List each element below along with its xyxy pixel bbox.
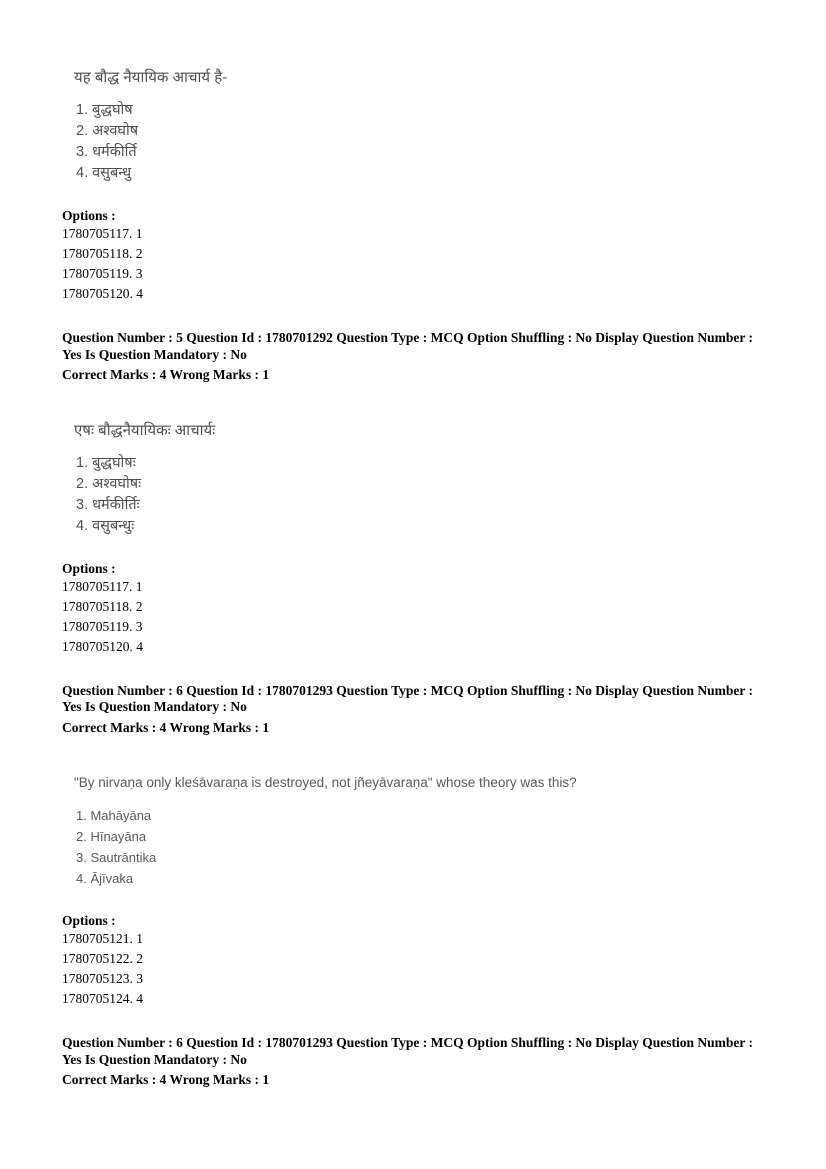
- marks-line: Correct Marks : 4 Wrong Marks : 1: [62, 1072, 270, 1087]
- option-id: 1780705119. 3: [62, 266, 143, 281]
- question-text: एषः बौद्धनैयायिकः आचार्यः: [74, 421, 216, 439]
- choice-item: 4. Ājīvaka: [76, 871, 134, 886]
- choice-item: 4. वसुबन्धुः: [76, 517, 135, 534]
- option-id: 1780705123. 3: [62, 971, 143, 986]
- choice-list: [74, 100, 768, 184]
- choice-item: 2. Hīnayāna: [76, 829, 147, 844]
- choice-item: 3. Sautrāntika: [76, 850, 157, 865]
- question-screenshot: [74, 421, 768, 537]
- option-id: 1780705118. 2: [62, 598, 143, 614]
- question-block-q5-hindi: [62, 68, 768, 384]
- options-label: Options :: [62, 560, 116, 576]
- choice-list: [74, 453, 768, 537]
- option-id-list: [62, 577, 768, 657]
- choice-item: 2. अश्वघोष: [76, 123, 139, 139]
- option-id: 1780705119. 3: [62, 618, 143, 634]
- option-id: 1780705120. 4: [62, 286, 143, 301]
- options-label: Options :: [62, 913, 116, 928]
- question-block-q6-english: [62, 773, 768, 1089]
- options-label: Options :: [62, 208, 116, 223]
- choice-item: 1. बुद्धघोषः: [76, 454, 136, 471]
- choice-list: [74, 805, 768, 889]
- choice-item: 1. बुद्धघोष: [76, 102, 133, 118]
- question-text: यह बौद्ध नैयायिक आचार्य है-: [74, 69, 228, 86]
- choice-item: 2. अश्वघोषः: [76, 475, 142, 492]
- marks-line: Correct Marks : 4 Wrong Marks : 1: [62, 367, 270, 382]
- question-screenshot: [74, 773, 768, 889]
- option-id: 1780705118. 2: [62, 246, 143, 261]
- option-id-list: [62, 929, 768, 1009]
- option-id: 1780705117. 1: [62, 226, 143, 241]
- option-id: 1780705122. 2: [62, 951, 143, 966]
- question-meta: Question Number : 6 Question Id : 1780701293 Question Type : MCQ Option Shuffling : No Display Question Number : Yes Is Question Mandatory : No: [62, 1035, 753, 1067]
- question-meta: Question Number : 6 Question Id : 1780701293 Question Type : MCQ Option Shuffling : No Display Question Number : Yes Is Question Mandatory : No: [62, 682, 753, 714]
- option-id: 1780705124. 4: [62, 991, 143, 1006]
- choice-item: 4. वसुबन्धु: [76, 165, 132, 181]
- question-meta: Question Number : 5 Question Id : 1780701292 Question Type : MCQ Option Shuffling : No Display Question Number : Yes Is Question Mandatory : No: [62, 330, 753, 362]
- choice-item: 3. धर्मकीर्तिः: [76, 496, 140, 513]
- question-block-q5-sanskrit: [62, 421, 768, 737]
- option-id-list: [62, 224, 768, 304]
- question-screenshot: [74, 68, 768, 184]
- marks-line: Correct Marks : 4 Wrong Marks : 1: [62, 719, 270, 735]
- option-id: 1780705120. 4: [62, 638, 143, 654]
- question-text: "By nirvaṇa only kleśāvaraṇa is destroyed, not jñeyāvaraṇa" whose theory was this?: [74, 775, 577, 790]
- option-id: 1780705121. 1: [62, 931, 143, 946]
- choice-item: 1. Mahāyāna: [76, 808, 152, 823]
- choice-item: 3. धर्मकीर्ति: [76, 144, 137, 160]
- option-id: 1780705117. 1: [62, 578, 143, 594]
